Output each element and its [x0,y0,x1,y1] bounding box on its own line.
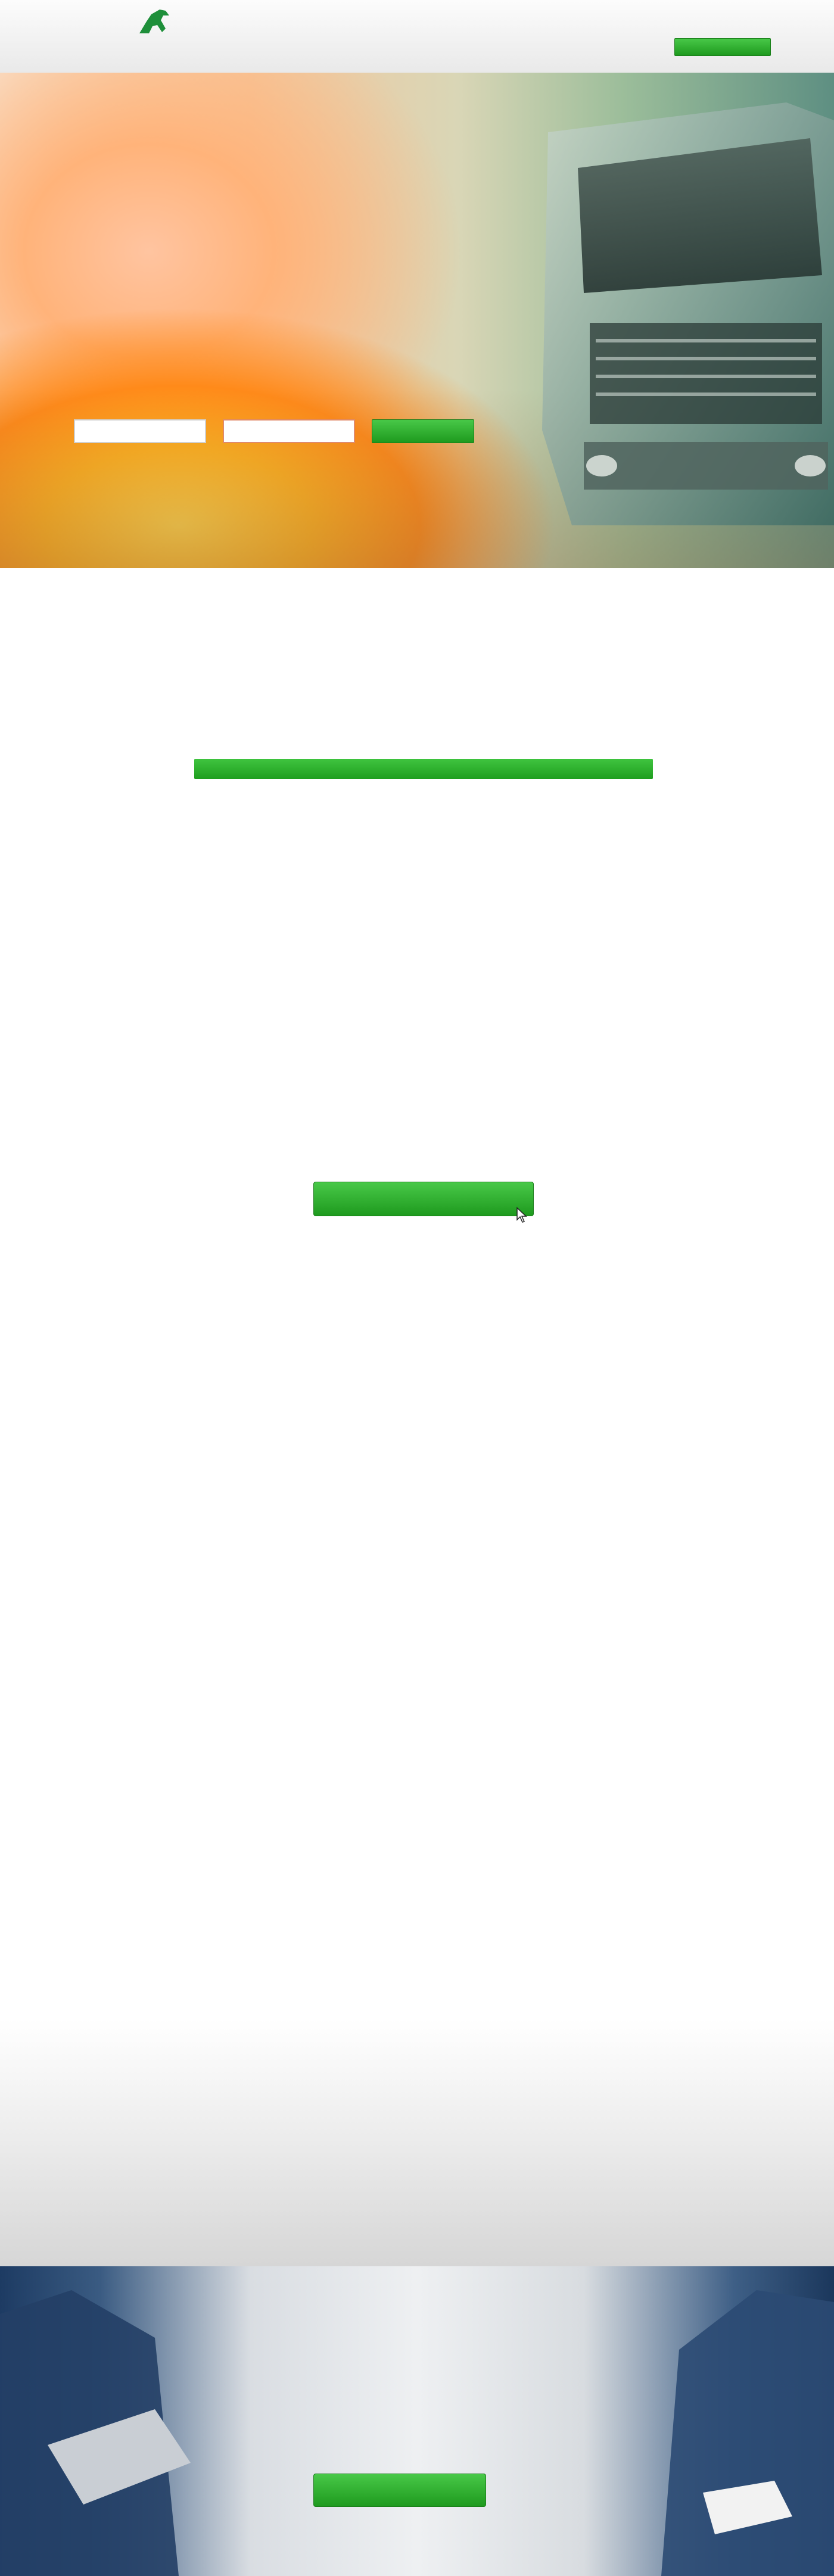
callback-button[interactable] [674,38,771,56]
name-input[interactable] [74,419,206,443]
site-header [0,0,834,73]
reviews-band [0,2114,834,2266]
phone-input[interactable] [223,419,355,443]
footer-callback-button[interactable] [313,2474,486,2507]
business-people-image [0,2266,834,2576]
get-price-button[interactable] [313,1182,534,1216]
clients-band [0,2019,834,2114]
footer [0,2266,834,2576]
logo[interactable] [85,8,180,66]
calculate-button[interactable] [372,419,474,443]
hero-banner [0,73,834,568]
prices-note [194,759,653,779]
truck-image [453,96,834,549]
cursor-icon [516,1207,528,1223]
horse-logo-icon [136,8,172,35]
